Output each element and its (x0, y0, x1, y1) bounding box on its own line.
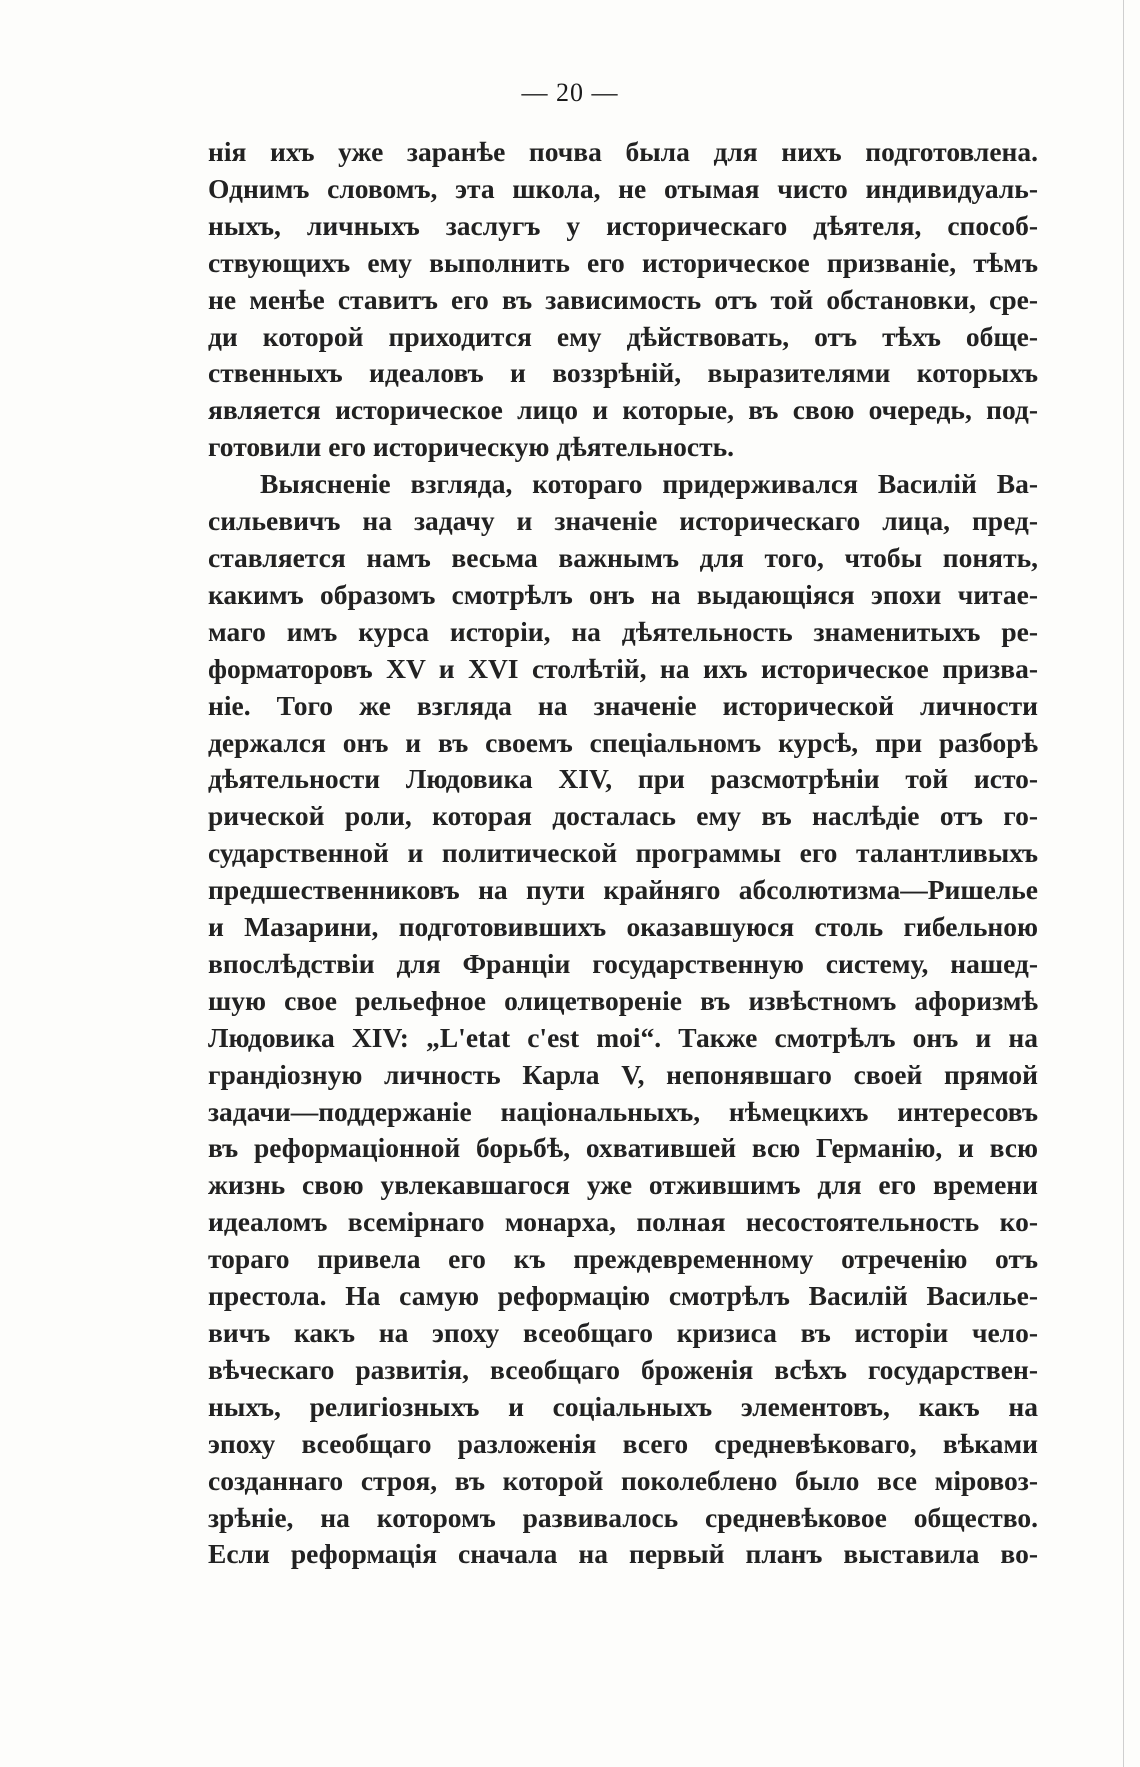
text-line: идеаломъ всемірнаго монарха, полная несостоятельность ко- (208, 1206, 1038, 1238)
text-line: ствующихъ ему выполнить его историческое призваніе, тѣмъ (208, 246, 1038, 278)
text-line: форматоровъ XV и XVI столѣтій, на ихъ историческое призва- (208, 652, 1038, 684)
body-text (208, 134, 1038, 1573)
text-line: и Мазарини, подготовившихъ оказавшуюся столь гибельною (208, 911, 1038, 943)
text-line: какимъ образомъ смотрѣлъ онъ на выдающіяся эпохи читае- (208, 578, 1038, 610)
text-line: держался онъ и въ своемъ спеціальномъ курсѣ, при разборѣ (208, 726, 1038, 758)
text-line: Людовика XIV: „L'etat c'est moi“. Также смотрѣлъ онъ и на (208, 1021, 1038, 1053)
text-line: Однимъ словомъ, эта школа, не отымая чисто индивидуаль- (208, 172, 1038, 204)
text-line: зрѣніе, на которомъ развивалось средневѣковое общество. (208, 1501, 1038, 1533)
text-line: ставляется намъ весьма важнымъ для того, чтобы понять, (208, 541, 1038, 573)
text-line: вѣческаго развитія, всеобщаго броженія всѣхъ государствен- (208, 1353, 1038, 1385)
text-line: ныхъ, личныхъ заслугъ у историческаго дѣятеля, способ- (208, 209, 1038, 241)
page-number: — 20 — (521, 78, 619, 107)
text-line: сударственной и политической программы его талантливыхъ (208, 837, 1038, 869)
text-line: не менѣе ставитъ его въ зависимость отъ той обстановки, сре- (208, 283, 1038, 315)
text-line: вичъ какъ на эпоху всеобщаго кризиса въ исторіи чело- (208, 1317, 1038, 1348)
text-line: впослѣдствіи для Франціи государственную систему, нашед- (208, 947, 1038, 979)
text-line: созданнаго строя, въ которой поколеблено было все міровоз- (208, 1464, 1038, 1496)
text-line: тораго привела его къ преждевременному отреченію отъ (208, 1243, 1038, 1275)
text-line: шую свое рельефное олицетвореніе въ извѣстномъ афоризмѣ (208, 984, 1038, 1016)
text-line: жизнь свою увлекавшагося уже отжившимъ для его времени (208, 1169, 1038, 1201)
text-line: сильевичъ на задачу и значеніе историческаго лица, пред- (208, 505, 1038, 537)
text-line: рической роли, которая досталась ему въ наслѣдіе отъ го- (208, 800, 1038, 832)
text-line: ственныхъ идеаловъ и воззрѣній, выразителями которыхъ (208, 357, 1038, 389)
text-line: престола. На самую реформацію смотрѣлъ Василій Василье- (208, 1280, 1038, 1312)
text-line: дѣятельности Людовика XIV, при разсмотрѣніи той исто- (208, 763, 1038, 795)
text-line: грандіозную личность Карла V, непонявшаго своей прямой (208, 1058, 1038, 1090)
text-line: является историческое лицо и которые, въ свою очередь, под- (208, 394, 1038, 426)
text-line: задачи—поддержаніе національныхъ, нѣмецкихъ интересовъ (208, 1095, 1038, 1127)
text-line: эпоху всеобщаго разложенія всего средневѣковаго, вѣками (208, 1427, 1038, 1459)
text-line: Выясненіе взгляда, котораго придерживался Василій Ва- (260, 468, 1038, 500)
text-line: ныхъ, религіозныхъ и соціальныхъ элементовъ, какъ на (208, 1390, 1038, 1422)
text-line: маго имъ курса исторіи, на дѣятельность знаменитыхъ ре- (208, 615, 1038, 647)
text-line: въ реформаціонной борьбѣ, охватившей всю Германію, и всю (208, 1132, 1038, 1164)
text-line: готовили его историческую дѣятельность. (208, 431, 735, 463)
text-line: нія ихъ уже заранѣе почва была для нихъ подготовлена. (208, 136, 1038, 167)
text-line: ди которой приходится ему дѣйствовать, отъ тѣхъ обще- (208, 320, 1038, 352)
page-edge-line (1123, 0, 1124, 1767)
text-line: Если реформація сначала на первый планъ выставила во- (208, 1538, 1038, 1570)
text-line: предшественниковъ на пути крайняго абсолютизма—Ришелье (208, 874, 1038, 906)
text-line: ніе. Того же взгляда на значеніе исторической личности (208, 689, 1038, 721)
